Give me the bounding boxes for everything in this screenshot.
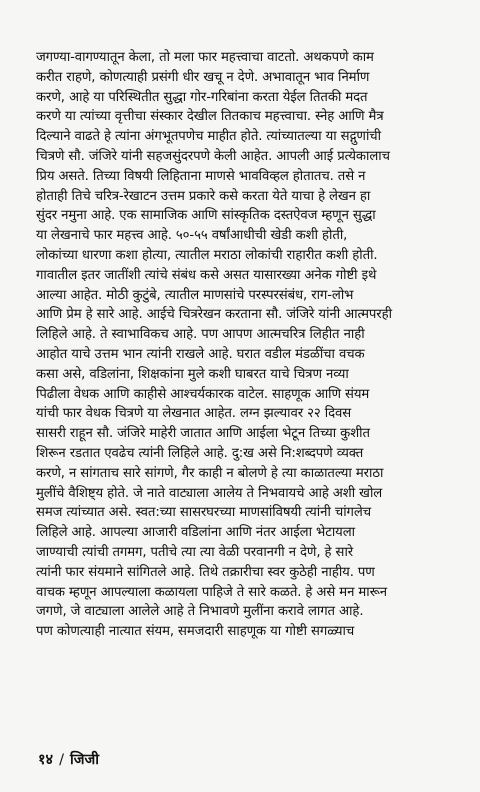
text-line: त्यांनी फार संयमाने सांगितले आहे. तिथे तक्रारीचा स्वर कुठेही नाहीय. पण [36, 564, 375, 580]
text-line: जगण्या-वागण्यातून केला, तो मला फार महत्त्वाचा वाटतो. अथकपणे काम [36, 50, 374, 65]
text-line: वाचक म्हणून आपल्याला कळायला पाहिजे ते सारे कळते. हे असे मन मारून [36, 584, 387, 600]
text-line: जगणे, जे वाट्याला आलेले आहे ते निभावणे मुलींना करावे लागत आहे. [36, 604, 364, 620]
text-line: करणे, न सांगताच सारे सांगणे, गैर काही न बोलणे हे त्या काळातल्या मराठा [36, 465, 384, 481]
text-line: या लेखनाचे फार महत्त्व आहे. ५०-५५ वर्षांआधीची खेडी कशी होती, [36, 228, 348, 244]
text-line: पिढीला वेधक आणि काहीसे आश्चर्यकारक वाटेल. साहणूक आणि संयम [36, 386, 370, 402]
page-footer [38, 749, 99, 769]
text-line: आणि प्रेम हे सारे आहे. आईचे चित्ररेखन करताना सौ. जंजिरे यांनी आत्मपरही [36, 307, 392, 323]
text-line: होताही तिचे चरित्र-रेखाटन उत्तम प्रकारे कसे करता येते याचा हे लेखन हा [36, 188, 371, 204]
text-line: पण कोणत्याही नात्यात संयम, समजदारी साहणूक या गोष्टी सगळ्याच [36, 624, 355, 640]
text-line: मुलींचे वैशिष्ट्य होते. जे नाते वाट्याला आलेय ते निभवायचे आहे अशी खोल [36, 485, 383, 501]
text-line: चित्रणे सौ. जंजिरे यांनी सहजसुंदरपणे केली आहेत. आपली आई प्रत्येकालाच [36, 148, 390, 164]
text-line: करीत राहणे, कोणत्याही प्रसंगी धीर खचू न देणे. अभावातून भाव निर्माण [36, 69, 370, 85]
page-number: १४ [38, 752, 54, 768]
text-line: गावातील इतर जातींशी त्यांचे संबंध कसे असत यासारख्या अनेक गोष्टी इथे [36, 267, 377, 283]
text-line: सासरी राहून सौ. जंजिरे माहेरी जातात आणि आईला भेटून तिच्या कुशीत [36, 426, 370, 442]
text-line: सुंदर नमुना आहे. एक सामाजिक आणि सांस्कृतिक दस्तऐवज म्हणून सुद्धा [36, 208, 376, 224]
text-line: शिरून रडतात एवढेच त्यांनी लिहिले आहे. दु:ख असे नि:शब्दपणे व्यक्त [36, 445, 364, 461]
text-line: लिहिले आहे. आपल्या आजारी वडिलांना आणि नंतर आईला भेटायला [36, 525, 355, 541]
text-line: आहोत याचे उत्तम भान त्यांनी राखले आहे. घरात वडील मंडळींचा वचक [36, 346, 365, 362]
text-line: प्रिय असते. तिच्या विषयी लिहिताना माणसे भावविव्हल होतातच. तसे न [36, 168, 366, 184]
text-line: यांची फार वेधक चित्रणे या लेखनात आहेत. लग्न झल्यावर २२ दिवस [36, 406, 352, 422]
footer-separator: / [59, 752, 64, 768]
text-line: समज त्यांच्यात असे. स्वत:च्या सासरघरच्या माणसांविषयी त्यांनी चांगलेच [36, 505, 371, 521]
text-line: आल्या आहेत. मोठी कुटुंबे, त्यातील माणसांचे परस्परसंबंध, राग-लोभ [36, 287, 354, 303]
text-line: लोकांच्या धारणा कशा होत्या, त्यातील मराठा लोकांची राहारीत कशी होती. [36, 247, 378, 263]
text-line: लिहिले आहे. ते स्वाभाविकच आहे. पण आपण आत्मचरित्र लिहीत नाही [36, 327, 365, 343]
text-line: करणे या त्यांच्या वृत्तीचा संस्कार देखील तितकाच महत्त्वाचा. स्नेह आणि मैत्र [36, 109, 384, 125]
body-text [36, 48, 472, 642]
text-line: दिल्याने वाढते हे त्यांना अंगभूतपणेच माहीत होते. त्यांच्यातल्या या सद्गुणांची [36, 129, 381, 145]
book-title: जिजी [69, 752, 100, 768]
text-line: कसा असे, वडिलांना, शिक्षकांना मुले कशी घाबरत याचे चित्रण नव्या [36, 366, 349, 382]
text-line: जाण्याची त्यांची तगमग, पतीचे त्या त्या वेळी परवानगी न देणे, हे सारे [36, 544, 354, 560]
text-line: करणे, आहे या परिस्थितीत सुद्धा गोर-गरिबांना करता येईल तितकी मदत [36, 89, 368, 105]
